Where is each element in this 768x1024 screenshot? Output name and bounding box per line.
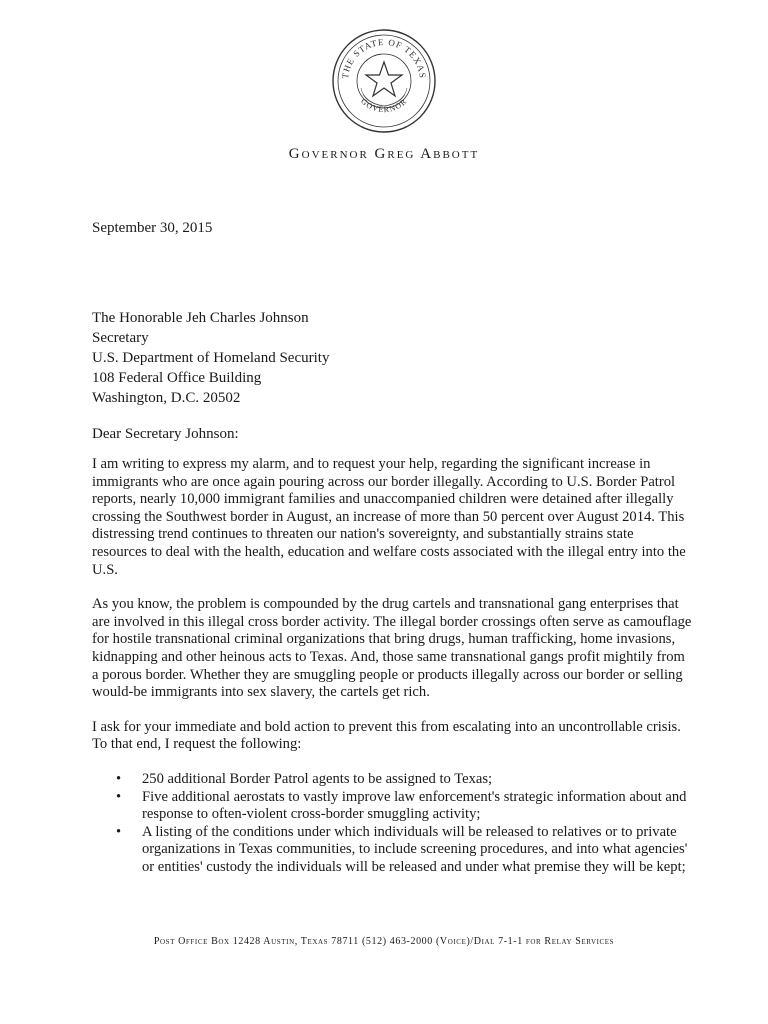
request-text: 250 additional Border Patrol agents to be assigned to Texas; [142,770,493,787]
salutation: Dear Secretary Johnson: [92,426,239,442]
request-item [116,770,692,789]
address-line: Washington, D.C. 20502 [92,390,241,406]
letterhead-footer: Post Office Box 12428 Austin, Texas 78711 (512) 463-2000 (Voice)/Dial 7-1-1 for Relay Services [153,936,615,947]
address-line: Secretary [92,330,149,346]
address-line: U.S. Department of Homeland Security [92,350,330,366]
letter-body [92,456,692,876]
address-line: 108 Federal Office Building [92,370,262,386]
recipient-address [92,308,329,408]
bullet-icon: • [116,823,122,840]
request-list [92,771,692,877]
bullet-icon: • [116,788,122,805]
request-text: A listing of the conditions under which individuals will be released to relatives or to private organizations in Texas communities, to include screening procedures, and into what agencies' or entities' custody the individuals will be released and under what premise they will be kept; [142,823,688,875]
paragraph-cartels: As you know, the problem is compounded by the drug cartels and transnational gang enterprises that are involved in this illegal cross border activity. The illegal border crossings often serve as camouflage for hostile transnational criminal organizations that bring drugs, human trafficking, home invasions, kidnapping and other heinous acts to Texas. And, those same transnational gangs profit mightily from a porous border. Whether they are smuggling people or products illegally across our border or selling would-be immigrants into sex slavery, the cartels get rich. [92,596,692,701]
request-text: Five additional aerostats to vastly improve law enforcement's strategic information about and response to often-violent cross-border smuggling activity; [142,788,687,823]
request-item [116,823,692,877]
letterhead-title: Governor Greg Abbott [288,146,480,162]
svg-text:THE STATE OF TEXAS: THE STATE OF TEXAS [339,36,428,80]
svg-text:GOVERNOR: GOVERNOR [359,96,409,115]
address-line: The Honorable Jeh Charles Johnson [92,310,309,326]
paragraph-concern: I am writing to express my alarm, and to request your help, regarding the significant increase in immigrants who are once again pouring across our border illegally. According to U.S. Border Patrol reports, nearly 10,000 immigrant families and unaccompanied children were detained after illegally crossing the Southwest border in August, an increase of more than 50 percent over August 2014. This distressing trend continues to threaten our nation's sovereignty, and substantially strains state resources to deal with the health, education and welfare costs associated with the illegal entry into the U.S. [92,456,686,578]
request-item [116,788,692,824]
bullet-icon: • [116,770,122,787]
texas-governor-seal [331,28,437,134]
letter-date: September 30, 2015 [92,220,213,236]
paragraph-request: I ask for your immediate and bold action to prevent this from escalating into an uncontrollable crisis. To that end, I request the following: [92,718,681,753]
